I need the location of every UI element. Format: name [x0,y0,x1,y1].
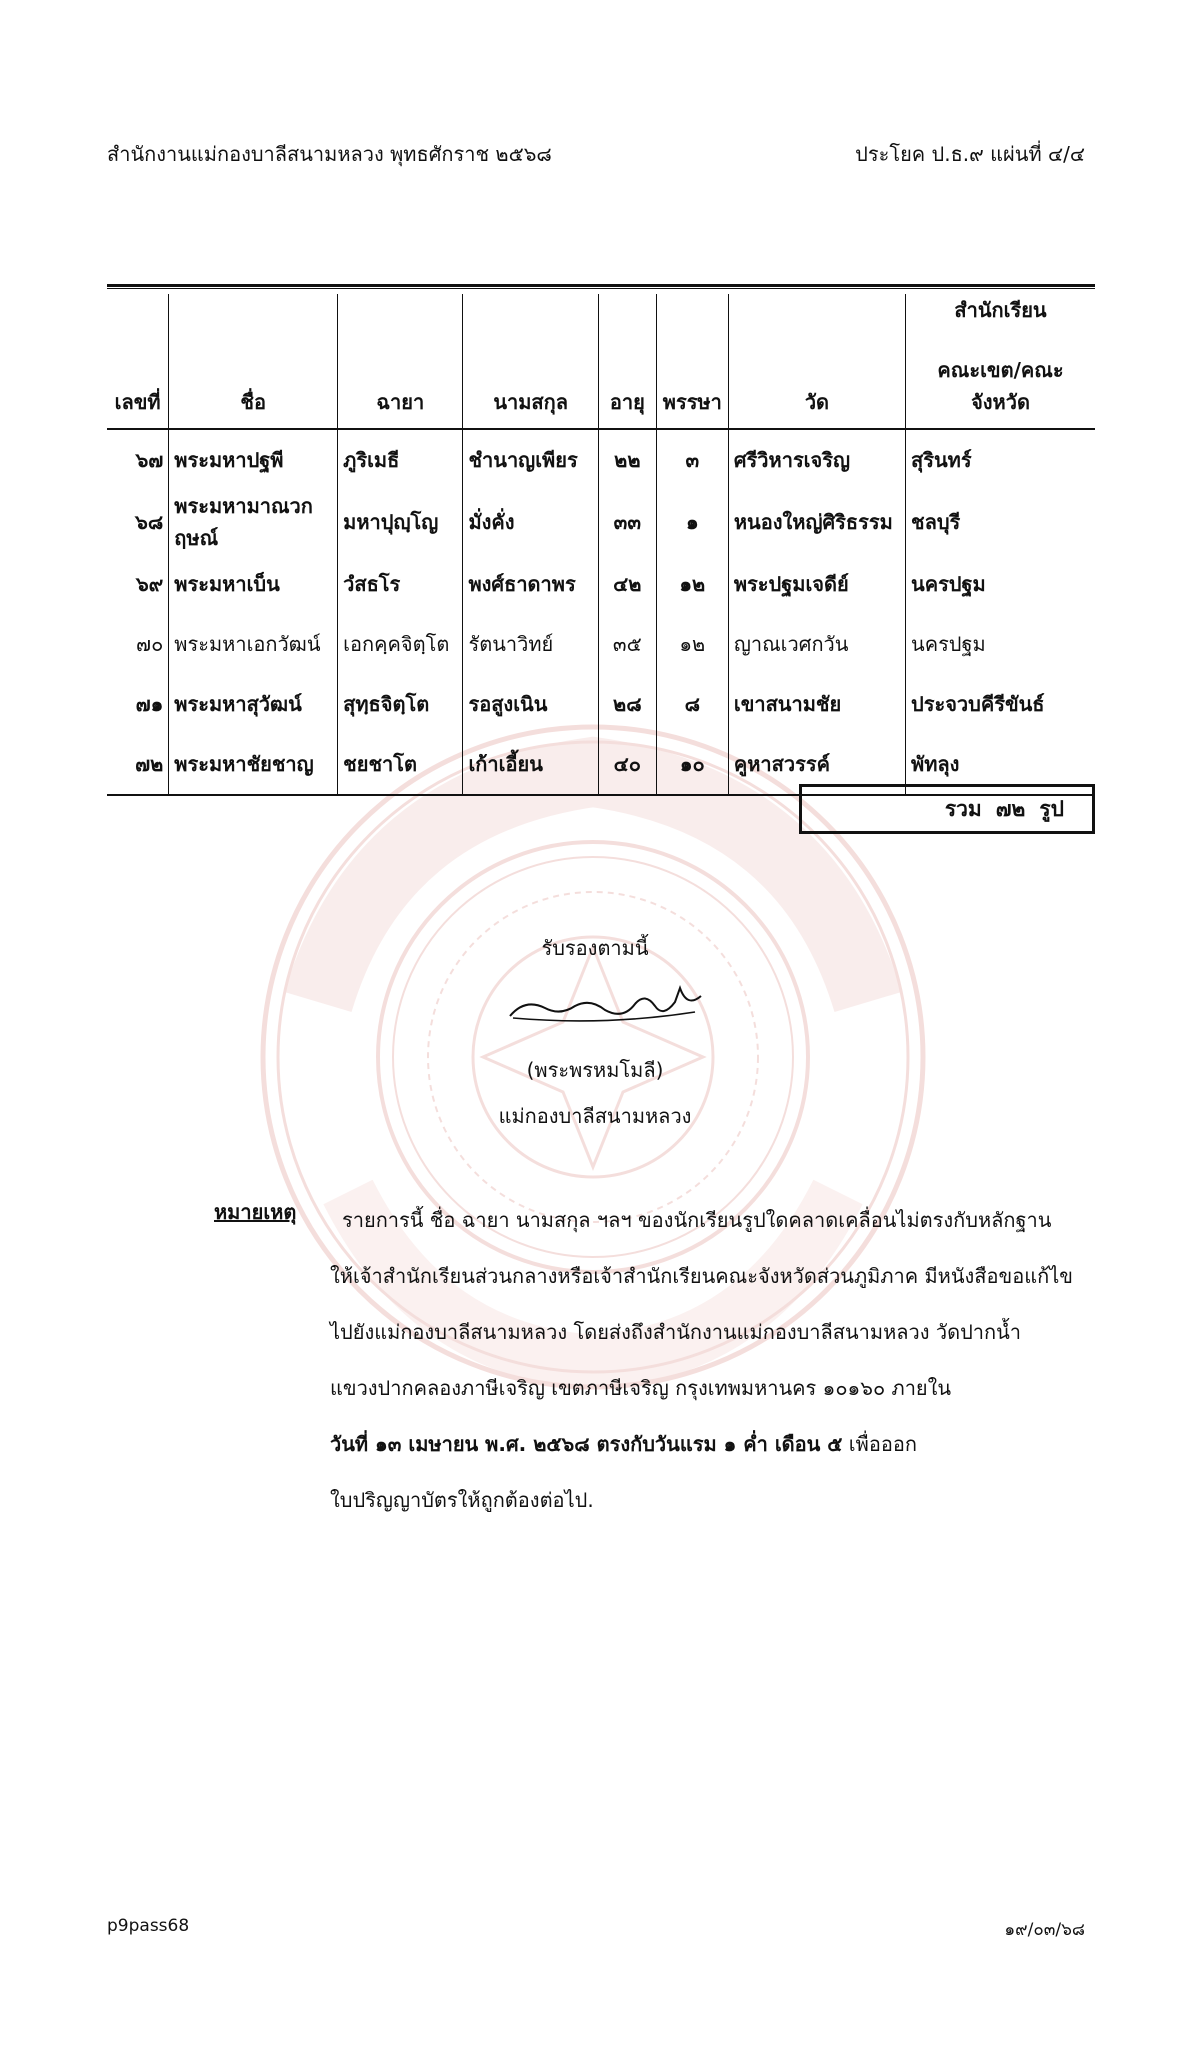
col-header-surname: นามสกุล [463,294,598,429]
total-box [799,784,1095,834]
table-row [107,490,1095,554]
col-header-wat: วัด [728,294,905,429]
table-header-row [107,294,1095,429]
table-row [107,429,1095,490]
cell-wat: ศรีวิหารเจริญ [728,429,905,490]
cell-surname: พงศ์ธาดาพร [463,554,598,614]
total-unit: รูป [1039,796,1064,821]
cell-vassa: ๑๒ [656,614,728,674]
cell-vassa: ๑ [656,490,728,554]
results-table [107,294,1095,796]
certification-text: รับรองตามนี้ [541,936,649,960]
remark-label: หมายเหตุ [214,1200,297,1224]
cell-age: ๔๒ [598,554,656,614]
cell-vassa: ๓ [656,429,728,490]
remark-line: ใบปริญญาบัตรให้ถูกต้องต่อไป. [330,1488,594,1512]
header-sheet-info: ประโยค ป.ธ.๙ แผ่นที่ ๔/๔ [855,142,1085,166]
total-label: รวม [944,796,982,821]
cell-school: นครปฐม [906,554,1095,614]
col-header-school-line1: สำนักเรียน [954,298,1047,322]
table-row [107,554,1095,614]
cell-name: พระมหามาณวกฤษณ์ [169,490,338,554]
col-header-school-line2: คณะเขต/คณะจังหวัด [937,358,1064,414]
cell-school: สุรินทร์ [906,429,1095,490]
footer-date: ๑๙/๐๓/๖๘ [1004,1920,1085,1940]
cell-wat: หนองใหญ่ศิริธรรม [728,490,905,554]
col-header-chaya: ฉายา [338,294,463,429]
cell-wat: ญาณเวศกวัน [728,614,905,674]
cell-name: พระมหาชัยชาญ [169,734,338,795]
cell-chaya: ภูริเมธี [338,429,463,490]
table-row [107,614,1095,674]
signatory-title: แม่กองบาลีสนามหลวง [498,1104,692,1128]
cell-surname: รัตนาวิทย์ [463,614,598,674]
col-header-school [906,294,1095,429]
col-header-age: อายุ [598,294,656,429]
remark-line: ให้เจ้าสำนักเรียนส่วนกลางหรือเจ้าสำนักเรียนคณะจังหวัดส่วนภูมิภาค มีหนังสือขอแก้ไข [330,1264,1073,1288]
signatory-name: (พระพรหมโมลี) [526,1058,664,1082]
cell-no: ๖๗ [135,448,164,472]
col-header-no: เลขที่ [107,294,169,429]
remark-line: ไปยังแม่กองบาลีสนามหลวง โดยส่งถึงสำนักงานแม่กองบาลีสนามหลวง วัดปากน้ำ [330,1320,1022,1344]
remark-deadline: วันที่ ๑๓ เมษายน พ.ศ. ๒๕๖๘ ตรงกับวันแรม ๑ ค่ำ เดือน ๕ [330,1432,843,1456]
cell-no: ๖๙ [135,572,164,596]
cell-chaya: ชยชาโต [338,734,463,795]
cell-age: ๓๓ [598,490,656,554]
cell-no: ๗๐ [136,632,164,656]
cell-no: ๗๒ [107,734,169,795]
cell-chaya: สุทฺธจิตฺโต [338,674,463,734]
cell-age: ๓๕ [598,614,656,674]
total-value: ๗๒ [995,796,1026,821]
cell-surname: รอสูงเนิน [463,674,598,734]
cell-wat: คูหาสวรรค์ [728,734,905,795]
cell-name: พระมหาเอกวัฒน์ [169,614,338,674]
cell-age: ๒๒ [598,429,656,490]
col-header-name: ชื่อ [169,294,338,429]
cell-school: ชลบุรี [906,490,1095,554]
cell-school: พัทลุง [906,734,1095,795]
cell-wat: พระปฐมเจดีย์ [728,554,905,614]
cell-age: ๔๐ [598,734,656,795]
cell-chaya: มหาปุญฺโญ [338,490,463,554]
cell-surname: ชำนาญเพียร [463,429,598,490]
cell-age: ๒๘ [598,674,656,734]
cell-vassa: ๘ [656,674,728,734]
table-row [107,674,1095,734]
footer-code: p9pass68 [107,1916,190,1936]
cell-vassa: ๑๒ [656,554,728,614]
cell-wat: เขาสนามชัย [728,674,905,734]
remark-line: รายการนี้ ชื่อ ฉายา นามสกุล ฯลฯ ของนักเรียนรูปใดคลาดเคลื่อนไม่ตรงกับหลักฐาน [342,1208,1052,1232]
remark-text [330,1192,1073,1528]
table-top-rule [107,284,1095,289]
col-header-vassa: พรรษา [656,294,728,429]
remark-line [330,1416,1050,1472]
cell-chaya: เอกคฺคจิตฺโต [338,614,463,674]
cell-name: พระมหาปฐพี [169,429,338,490]
remark-line: แขวงปากคลองภาษีเจริญ เขตภาษีเจริญ กรุงเทพมหานคร ๑๐๑๖๐ ภายใน [330,1376,952,1400]
signature [505,978,715,1038]
cell-name: พระมหาเบ็น [169,554,338,614]
cell-school: นครปฐม [906,614,1095,674]
cell-surname: มั่งคั่ง [463,490,598,554]
cell-no: ๖๘ [135,510,164,534]
cell-name: พระมหาสุวัฒน์ [169,674,338,734]
cell-vassa: ๑๐ [656,734,728,795]
cell-chaya: วํสธโร [338,554,463,614]
remark-deadline-rest: เพื่อออก [842,1432,917,1456]
cell-surname: เก้าเอี้ยน [463,734,598,795]
cell-no: ๗๑ [135,692,164,716]
cell-school: ประจวบคีรีขันธ์ [906,674,1095,734]
header-office: สำนักงานแม่กองบาลีสนามหลวง พุทธศักราช ๒๕๖๘ [107,142,552,166]
